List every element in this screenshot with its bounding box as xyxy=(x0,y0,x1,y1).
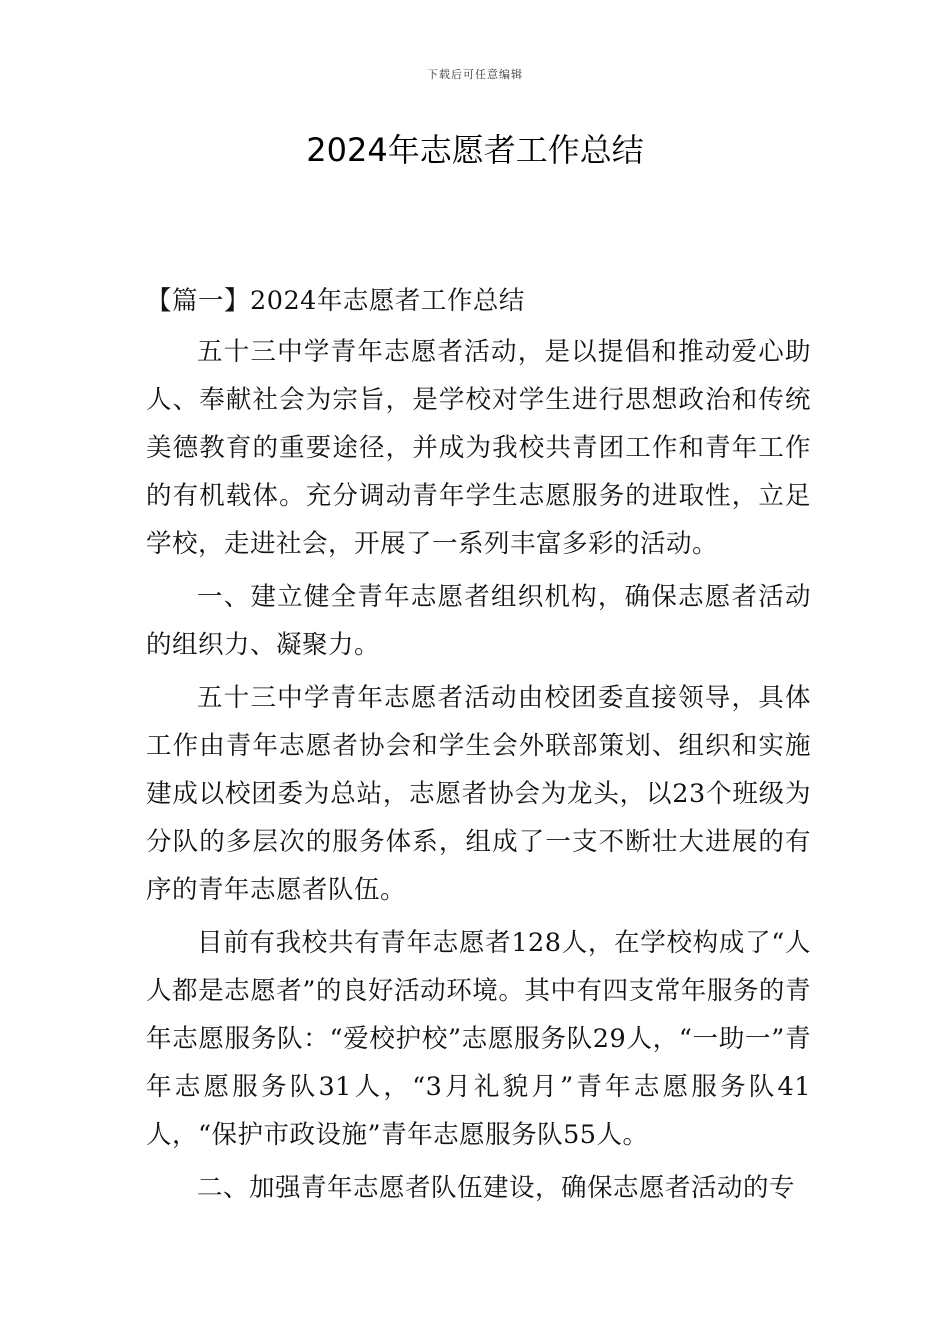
paragraph: 目前有我校共有青年志愿者128人，在学校构成了“人人都是志愿者”的良好活动环境。其中有四支常年服务的青年志愿服务队：“爱校护校”志愿服务队29人，“一助一”青年志愿服务队31人，“3月礼貌月”青年志愿服务队41人，“保护市政设施”青年志愿服务队55人。 xyxy=(146,928,811,1150)
paragraph: 一、建立健全青年志愿者组织机构，确保志愿者活动的组织力、凝聚力。 xyxy=(146,582,811,660)
paragraph: 二、加强青年志愿者队伍建设，确保志愿者活动的专 xyxy=(197,1173,796,1203)
header-note: 下载后可任意编辑 xyxy=(427,68,523,81)
paragraph: 五十三中学青年志愿者活动，是以提倡和推动爱心助人、奉献社会为宗旨，是学校对学生进行思想政治和传统美德教育的重要途径，并成为我校共青团工作和青年工作的有机载体。充分调动青年学生志愿服务的进取性，立足学校，走进社会，开展了一系列丰富多彩的活动。 xyxy=(146,337,811,559)
paragraph: 五十三中学青年志愿者活动由校团委直接领导，具体工作由青年志愿者协会和学生会外联部策划、组织和实施建成以校团委为总站，志愿者协会为龙头，以23个班级为分队的多层次的服务体系，组成了一支不断壮大进展的有序的青年志愿者队伍。 xyxy=(146,683,811,905)
section-heading: 【篇一】2024年志愿者工作总结 xyxy=(146,286,525,316)
document-body xyxy=(146,277,811,1217)
document-title: 2024年志愿者工作总结 xyxy=(306,131,644,169)
